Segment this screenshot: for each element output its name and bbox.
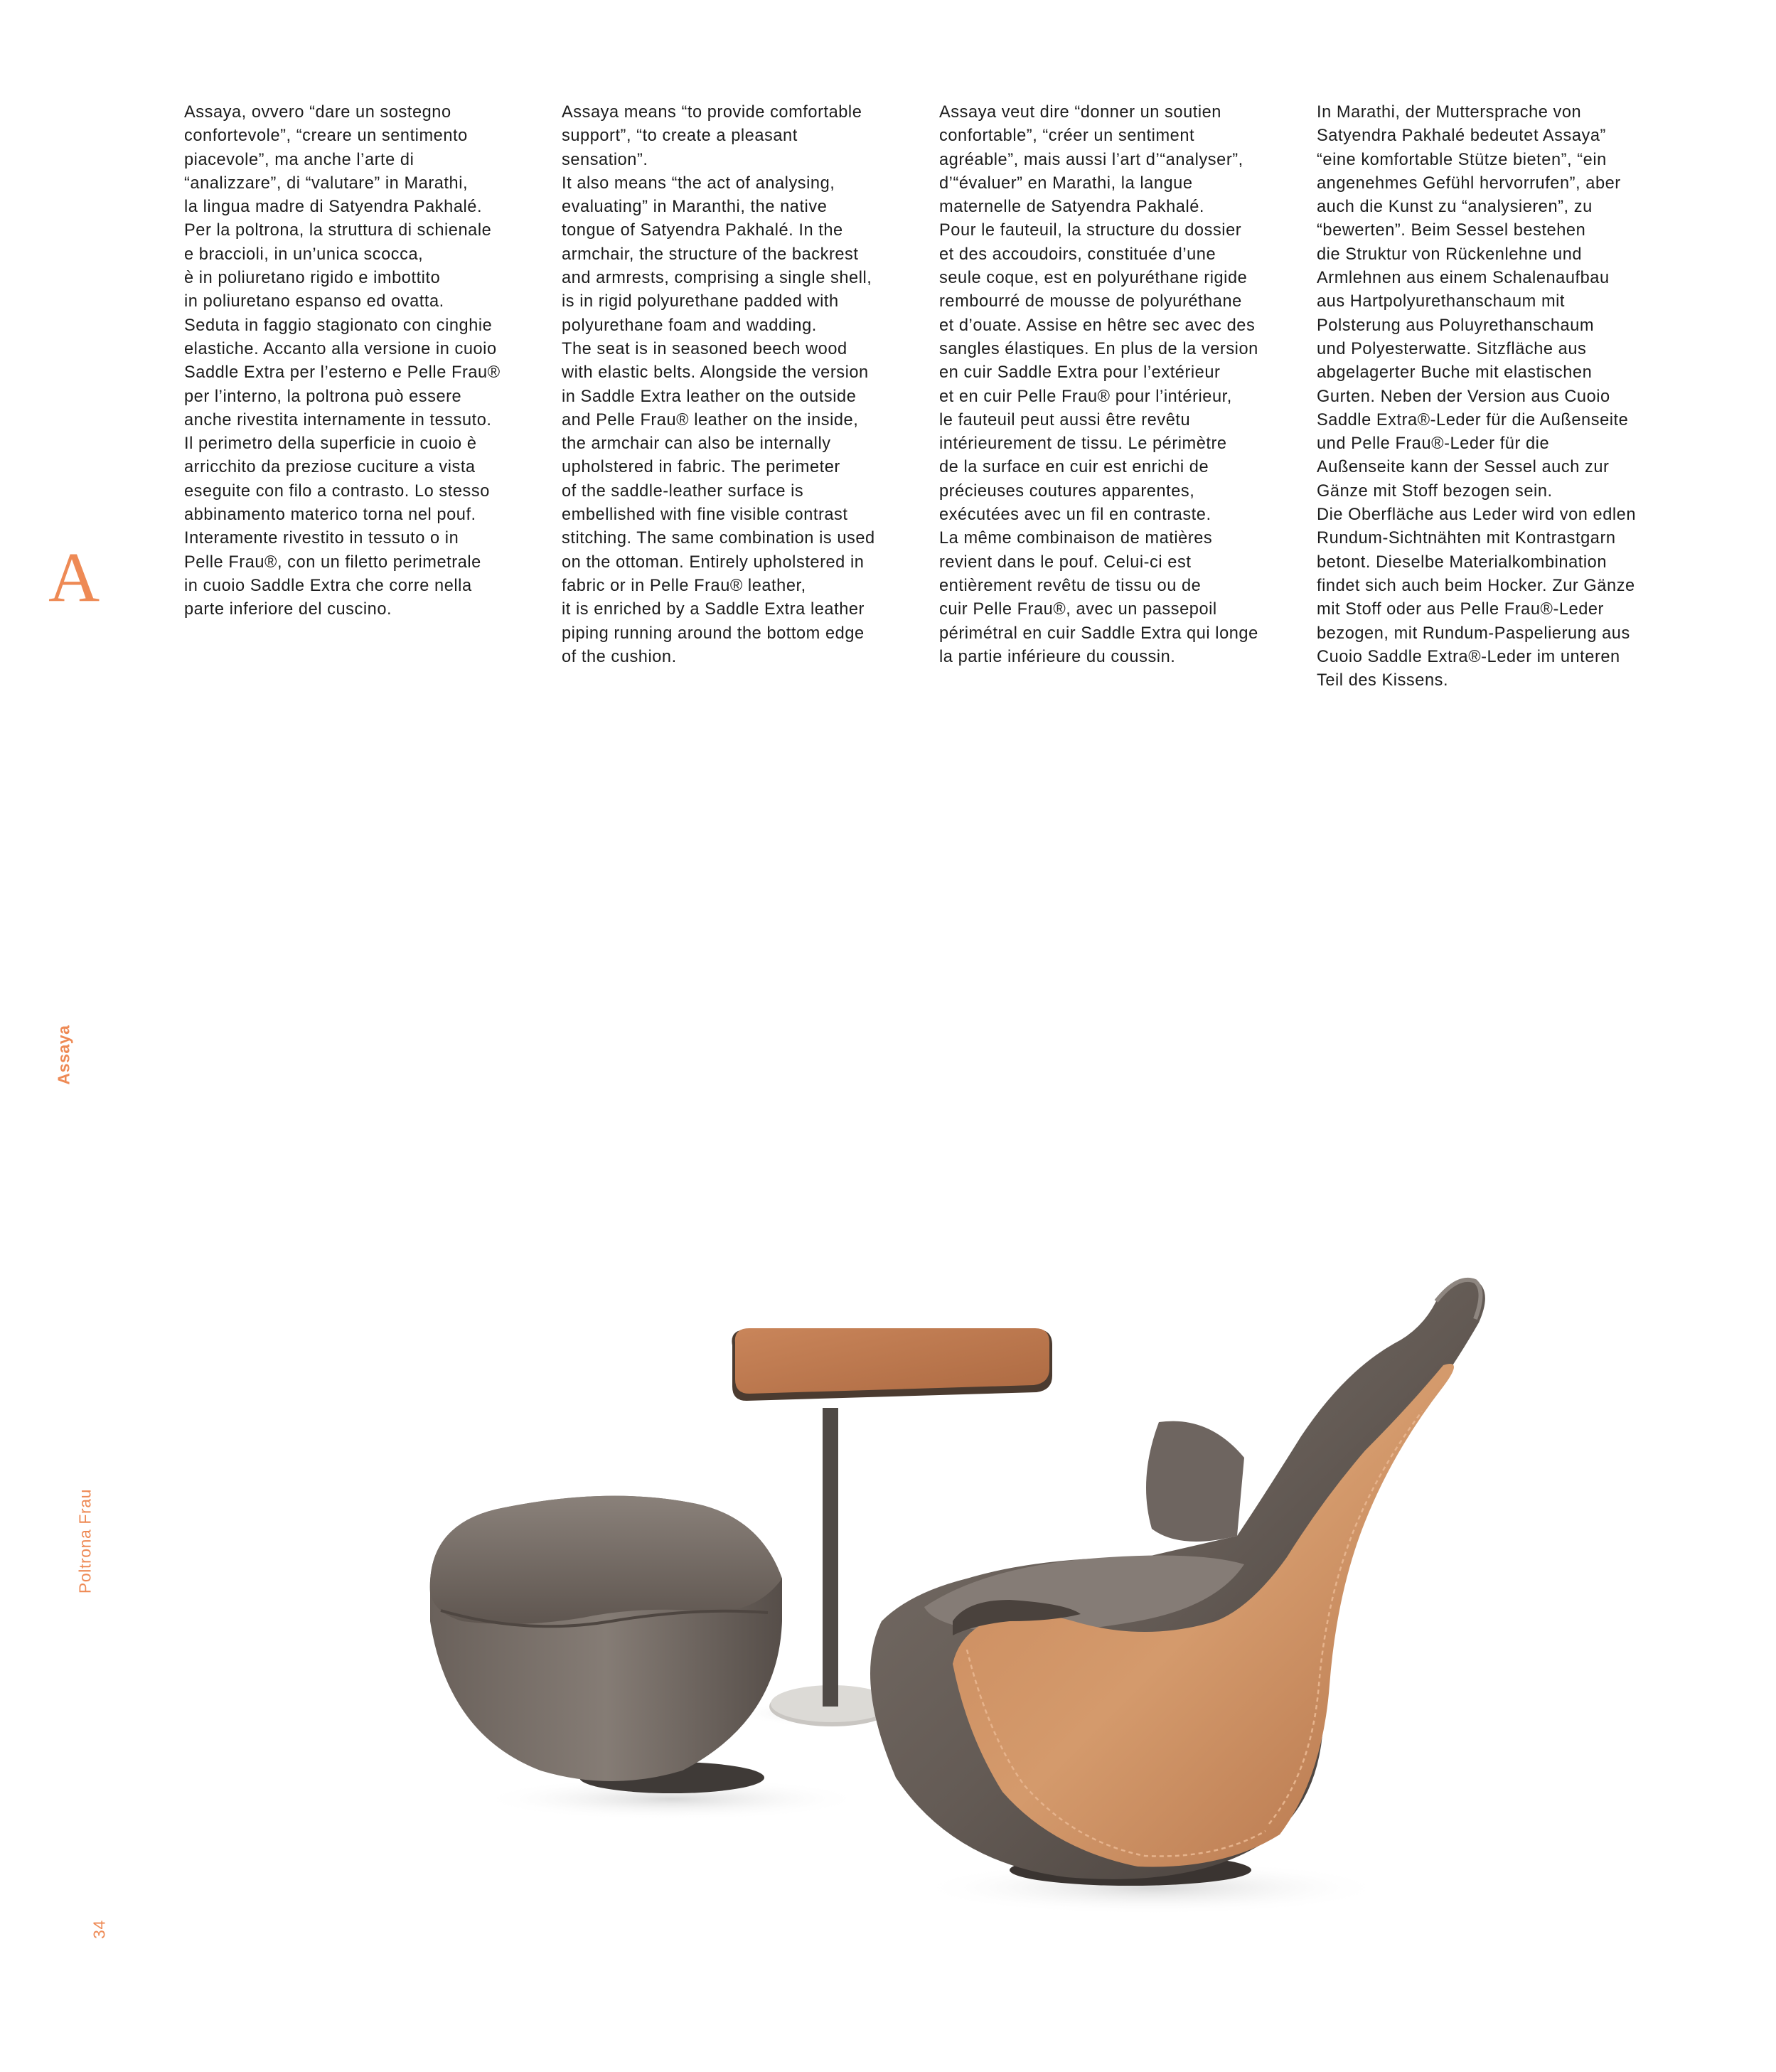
text-column-german [1317,101,1672,693]
text-line: Gänze mit Stoff bezogen sein. [1317,481,1553,501]
text-line: Cuoio Saddle Extra®-Leder im unteren [1317,647,1620,666]
text-line: sensation”. [562,150,648,169]
text-line: and Pelle Frau® leather on the inside, [562,410,859,429]
text-line: Assaya means “to provide comfortable [562,103,862,122]
text-line: eseguite con filo a contrasto. Lo stesso [184,481,490,501]
text-line: Il perimetro della superficie in cuoio è [184,434,477,454]
text-line: et des accoudoirs, constituée d’une [939,245,1216,264]
text-line: de la surface en cuir est enrichi de [939,458,1209,477]
brand-label: Poltrona Frau [75,1488,95,1594]
text-line: Assaya veut dire “donner un soutien [939,103,1221,122]
text-line: parte inferiore del cuscino. [184,600,392,619]
text-line: Die Oberfläche aus Leder wird von edlen [1317,506,1637,525]
text-line: embellished with fine visible contrast [562,506,848,525]
initial-letter: A [48,538,100,616]
text-line: cuir Pelle Frau®, avec un passepoil [939,600,1217,619]
text-line: è in poliuretano rigido e imbottito [184,269,441,288]
text-line: maternelle de Satyendra Pakhalé. [939,198,1205,217]
text-line: is in rigid polyurethane padded with [562,292,839,311]
text-line: of the saddle-leather surface is [562,481,804,501]
text-line: und Pelle Frau®-Leder für die [1317,434,1550,454]
text-line: et en cuir Pelle Frau® pour l’intérieur, [939,387,1232,406]
section-label: Assaya [54,1025,73,1085]
text-line: in cuoio Saddle Extra che corre nella [184,576,472,595]
text-line: exécutées avec un fil en contraste. [939,506,1211,525]
text-line: tongue of Satyendra Pakhalé. In the [562,221,843,240]
text-line: Gurten. Neben der Version aus Cuoio [1317,387,1610,406]
text-column-english [562,101,917,669]
text-line: support”, “to create a pleasant [562,127,798,146]
text-line: it is enriched by a Saddle Extra leather [562,600,865,619]
text-line: aus Hartpolyurethanschaum mit [1317,292,1566,311]
text-line: und Polyesterwatte. Sitzfläche aus [1317,339,1587,358]
text-line: Saddle Extra per l’esterno e Pelle Frau® [184,363,501,383]
text-line: per l’interno, la poltrona può essere [184,387,462,406]
text-line: Rundum-Sichtnähten mit Kontrastgarn [1317,529,1616,548]
text-line: en cuir Saddle Extra pour l’extérieur [939,363,1221,383]
text-line: confortevole”, “creare un sentimento [184,127,468,146]
text-line: Seduta in faggio stagionato con cinghie [184,316,493,335]
text-line: auch die Kunst zu “analysieren”, zu [1317,198,1593,217]
text-line: fabric or in Pelle Frau® leather, [562,576,806,595]
text-line: Pelle Frau®, con un filetto perimetrale [184,552,481,572]
text-line: intérieurement de tissu. Le périmètre [939,434,1227,454]
text-line: In Marathi, der Muttersprache von [1317,103,1582,122]
text-line: Polsterung aus Poluyrethanschaum [1317,316,1595,335]
text-line: Pour le fauteuil, la structure du dossier [939,221,1242,240]
text-line: Teil des Kissens. [1317,671,1449,690]
text-line: Per la poltrona, la struttura di schienale [184,221,492,240]
text-line: mit Stoff oder aus Pelle Frau®-Leder [1317,600,1604,619]
text-line: arricchito da preziose cuciture a vista [184,458,476,477]
text-line: on the ottoman. Entirely upholstered in [562,552,865,572]
text-line: revient dans le pouf. Celui-ci est [939,552,1192,572]
text-line: et d’ouate. Assise en hêtre sec avec des [939,316,1256,335]
text-column-french [939,101,1295,669]
text-line: Interamente rivestito in tessuto o in [184,529,459,548]
text-line: evaluating” in Maranthi, the native [562,198,828,217]
text-line: The seat is in seasoned beech wood [562,339,847,358]
text-line: e braccioli, in un’unica scocca, [184,245,424,264]
text-line: Satyendra Pakhalé bedeutet Assaya” [1317,127,1606,146]
text-line: elastiche. Accanto alla versione in cuoio [184,339,497,358]
text-line: and armrests, comprising a single shell, [562,269,872,288]
text-line: “eine komfortable Stütze bieten”, “ein [1317,150,1607,169]
text-line: Saddle Extra®-Leder für die Außenseite [1317,410,1629,429]
text-line: in Saddle Extra leather on the outside [562,387,857,406]
text-line: anche rivestita internamente in tessuto. [184,410,492,429]
text-line: confortable”, “créer un sentiment [939,127,1195,146]
text-line: upholstered in fabric. The perimeter [562,458,840,477]
page-number: 34 [90,1920,109,1939]
text-line: angenehmes Gefühl hervorrufen”, aber [1317,173,1621,193]
text-line: Außenseite kann der Sessel auch zur [1317,458,1610,477]
text-line: piping running around the bottom edge [562,624,865,643]
text-line: betont. Dieselbe Materialkombination [1317,552,1608,572]
text-line: d’“évaluer” en Marathi, la langue [939,173,1193,193]
text-line: seule coque, est en polyuréthane rigide [939,269,1248,288]
text-line: abgelagerter Buche mit elastischen [1317,363,1593,383]
text-line: le fauteuil peut aussi être revêtu [939,410,1191,429]
text-line: la partie inférieure du coussin. [939,647,1176,666]
text-line: with elastic belts. Alongside the version [562,363,869,383]
text-line: Armlehnen aus einem Schalenaufbau [1317,269,1610,288]
text-line: piacevole”, ma anche l’arte di [184,150,414,169]
text-line: “bewerten”. Beim Sessel bestehen [1317,221,1586,240]
text-line: bezogen, mit Rundum-Paspelierung aus [1317,624,1630,643]
text-column-italian [184,101,540,622]
text-line: précieuses coutures apparentes, [939,481,1195,501]
text-line: rembourré de mousse de polyuréthane [939,292,1242,311]
text-line: entièrement revêtu de tissu ou de [939,576,1202,595]
text-line: of the cushion. [562,647,677,666]
text-line: Assaya, ovvero “dare un sostegno [184,103,451,122]
text-line: the armchair can also be internally [562,434,831,454]
text-line: agréable”, mais aussi l’art d’“analyser”, [939,150,1243,169]
text-line: “analizzare”, di “valutare” in Marathi, [184,173,469,193]
text-line: armchair, the structure of the backrest [562,245,859,264]
text-line: die Struktur von Rückenlehne und [1317,245,1583,264]
text-line: It also means “the act of analysing, [562,173,835,193]
armchair-ottoman-table-photo [398,1223,1692,1970]
text-line: la lingua madre di Satyendra Pakhalé. [184,198,483,217]
text-line: stitching. The same combination is used [562,529,875,548]
text-line: périmétral en cuir Saddle Extra qui longe [939,624,1258,643]
text-line: polyurethane foam and wadding. [562,316,817,335]
text-line: La même combinaison de matières [939,529,1213,548]
text-line: in poliuretano espanso ed ovatta. [184,292,444,311]
text-line: sangles élastiques. En plus de la version [939,339,1258,358]
text-line: findet sich auch beim Hocker. Zur Gänze [1317,576,1635,595]
text-line: abbinamento materico torna nel pouf. [184,506,476,525]
